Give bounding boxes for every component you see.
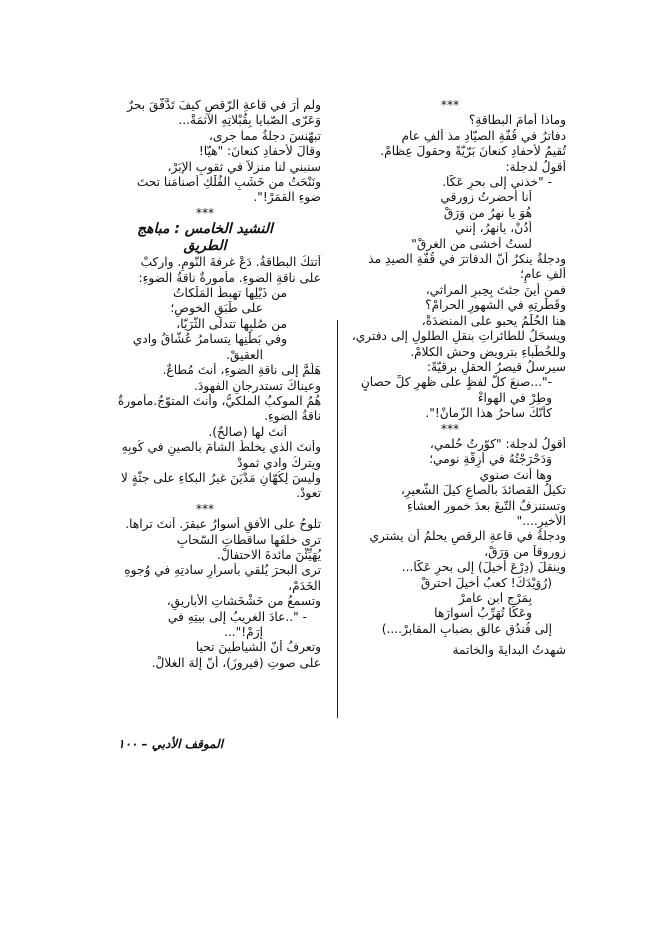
poem-line: وَدَحْرَجْتُهُ في أزِقّةِ نومي؛ [429, 452, 552, 467]
poem-line: وقالَ لأحفادِ كنعانَ: "هيّا! [198, 144, 321, 159]
poem-line: هُمُ الموكبُ الملكيُّ، وأنتَ المتوّجُ.مأمورةٌ [117, 393, 321, 408]
poem-line: إرَمْ!"... [224, 625, 263, 639]
poem-line: ضوءِ القمَرْ!". [253, 190, 321, 205]
poem-line: من ذَيْلِها تهبطُ المَلَكاتُ [173, 286, 287, 301]
poem-line: أنا أحضرتُ زورقي [440, 190, 532, 205]
poem-line: ودجلةُ في قاعةِ الرقصِ يحلمُ أن يشتري [369, 529, 566, 544]
poem-line: بِمَرْجِ ابنِ عامرْ [458, 591, 532, 605]
poem-line: دفاترُ في قُفّةِ الصيّادِ مذ ألفِ عامٍ [401, 128, 566, 143]
poem-line: - "خذني إلى بحرِ عَكّا. [442, 175, 552, 190]
poem-line: يُهَيِّئْنَ مائدةَ الاحتفالْ. [217, 547, 321, 562]
poem-line: أتتكَ البطاقةُ. دَعْ غرفةَ النّومِ. واركبْ [140, 255, 321, 270]
poem-line: وللخُطَباءِ بترويضِ وحشِ الكلامْ. [410, 344, 566, 359]
poem-line: فمن أينَ جئتَ بِحِبرِ المراثي، [425, 282, 566, 297]
poem-line: وفي بَطْنِها يتسامرُ عُشّاقُ وادي [132, 332, 287, 347]
poem-line: وَعَرّى الصّبايا بِقُبْلاتِهِ الآثمَةْ... [178, 113, 321, 128]
page-footer: الموقف الأدبي – ١٠٠ [118, 737, 224, 751]
poem-line: سيرسلُ قيصرُ الحقلِ برقيّةً: [426, 359, 566, 374]
poem-line: وتسمعُ من خَشْخَشاتِ الأباريقِ، [166, 594, 321, 609]
poem-line: هَلُمَّ إلى ناقةِ الضوءِ، أنتَ مُطاعٌ. [162, 363, 321, 378]
poem-line: العقيقْ. [226, 347, 263, 362]
poem-line: وتستنزفُ التّبغَ بعدَ خمورِ العشاءِ [406, 498, 566, 513]
poem-line: ترى خلفَها ساقطاتِ السّحابِ [176, 532, 321, 547]
poem-line: أقولُ لدجلة: [505, 159, 566, 174]
poem-line: (رُوَيْدَكَ! كعبُ أخيلَ احترقْ [420, 575, 552, 590]
poem-line: تُقيمُ لأحفادِ كنعانَ بَرّيّةً وحقولَ عِظامْ. [380, 144, 566, 159]
poem-line: على صوتِ (فيروزَ)، أنّ إلهَ الغلالْ. [151, 655, 321, 670]
poem-line: -"...صنعَ كلَّ لفظٍ على ظهرِ كلِّ حصانٍ [360, 375, 552, 390]
poem-line: على ناقةِ الضوءِ. مأمورةٌ ناقةُ الضوءِ: [138, 270, 321, 285]
poem-line: ودجلةُ ينكرُ أنّ الدفاترَ في قُفّةِ الصيدِ مذ [368, 252, 566, 267]
poem-line: - "..عادَ الغريبُ إلى بيتِهِ في [167, 609, 307, 624]
poem-line: ترى البحرَ يُلقي بأسرارِ سادتِهِ في وُجوهِ [124, 563, 321, 578]
poem-line: الأخيرِ...." [516, 513, 566, 528]
poem-line: وعيناكَ تستدرجانِ الفهودَ. [194, 378, 321, 393]
poem-line: على طَبَقِ الخوصِ؛ [170, 301, 263, 316]
poem-line: ولم أرَ في قاعةِ الرّقصِ كيفَ تَدَّفّقَ بحرٌ [127, 98, 321, 112]
section-title: النشيد الخامس : مباهج [137, 221, 273, 238]
poem-line: وقَطْرتِهِ في الشهورِ الحرامْ؟ [425, 298, 566, 313]
poem-line: وها أنتَ صنوي [479, 467, 552, 482]
left-poem-column [89, 98, 321, 671]
poem-line: زوروقاً من وَرَقْ، [484, 544, 566, 559]
poem-line: تكيلُ القصائدَ بالصاعِ كيلَ الشّعيرِ، [400, 483, 566, 498]
poem-line: ناقةُ الضوءِ. [264, 409, 321, 424]
poem-line: سنبني لنا منزلاً في ثقوبِ الإبَرْ، [167, 159, 321, 174]
poem-line: تلوحُ على الأفقِ أسوارُ عبقرَ. أنتَ تراها. [125, 517, 321, 532]
poem-line: هُوَ يا نهرُ من وَرَقْ [443, 205, 532, 220]
poem-line: ألفِ عامٍ؛ [520, 267, 566, 282]
poem-line: ويتركُ وادي ثمودْ [237, 455, 321, 470]
poem-line: تبهّنسَ دجلةُ مما جرى، [208, 128, 321, 143]
poem-line: هنا الحُلْمُ يحبو على المنضدَةْ، [421, 313, 566, 328]
poem-line: من صُلبِها تتدلّى الثُّرَيّا، [176, 316, 287, 331]
poem-line: أقولُ لدجلة: "كوّرتُ حُلمي، [429, 436, 566, 451]
poem-line: وماذا أمامَ البطاقةِ؟ [468, 113, 566, 128]
section-separator: *** [195, 501, 215, 516]
poem-line: وطِرْ في الهواءْ [477, 390, 552, 405]
poem-line: وينقلَ (دِرْعَ أخيلَ) إلى بحرِ عَكّا... [401, 560, 566, 575]
poem-line: وليسَ لِكُهّانِ مَدْيَنَ غيرُ البكاءِ على جثّةٍ لا [120, 470, 321, 485]
section-separator: *** [440, 421, 460, 436]
poem-line: ويسحَلُ للطائراتِ بنقلِ الطلولِ إلى دفتري، [351, 329, 566, 344]
section-title: الطريق [183, 238, 227, 255]
column-divider [337, 320, 338, 718]
poem-line: الخَدَمْ، [288, 578, 321, 593]
section-separator: *** [440, 98, 460, 112]
poem-line: أنتَ لها (صالحٌ). [208, 424, 287, 439]
poem-line: وعَكّا تُهَرِّبُ أسوارَها [434, 606, 532, 621]
section-separator: *** [195, 205, 215, 220]
poem-line: أدُنْ، يانهرُ، إنني [455, 221, 532, 236]
poem-line: وتعرفُ أنّ الشياطينَ تحيا [195, 640, 321, 655]
poem-line: تعودْ. [296, 486, 321, 501]
poem-line: إلى فُندُقٍ عالقٍ بضبابِ المقابرْ....) [381, 621, 552, 636]
poem-line: لستُ أخشى من الغرقْ" [411, 236, 532, 251]
poem-line: وأنتَ الذي يخلطُ الشامَ بالصينِ في كُوبِهِ [121, 440, 321, 455]
right-poem-column [334, 98, 566, 659]
poem-line: ونَنْحَتُ من خَشَبِ الفُلْكِ أصنامَنا تحتَ [136, 175, 321, 190]
poem-line: كأنّكَ ساحرُ هذا الزّمانْ!". [425, 406, 552, 421]
poem-line: شهدتُ البدايةَ والخاتمة [452, 643, 566, 658]
